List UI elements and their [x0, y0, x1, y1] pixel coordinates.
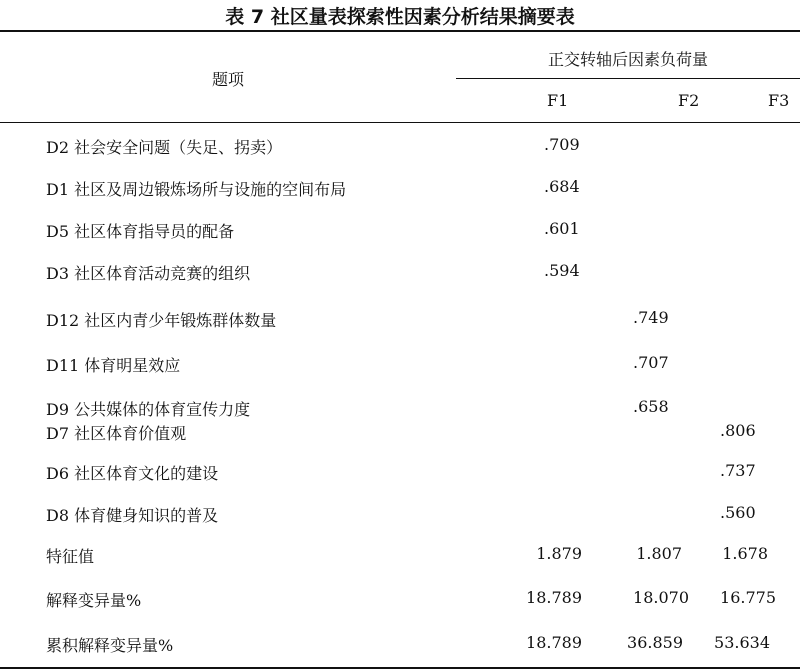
header-f2: F2 [678, 91, 700, 110]
cell-f1: .684 [544, 177, 580, 196]
cell-f3: 53.634 [714, 633, 770, 652]
cell-f2: .658 [633, 397, 669, 416]
header-factor-group: 正交转轴后因素负荷量 [547, 50, 708, 69]
cell-f1: 18.789 [526, 588, 582, 607]
row-label: D3 社区体育活动竞赛的组织 [46, 264, 251, 283]
row-label: 累积解释变异量% [46, 636, 174, 655]
cell-f3: .560 [720, 503, 756, 522]
header-item: 题项 [211, 70, 244, 89]
row-label: D9 公共媒体的体育宣传力度 [46, 400, 251, 419]
row-label: D2 社会安全问题（失足、拐卖） [46, 138, 283, 157]
cell-f1: .709 [544, 135, 580, 154]
row-label: D12 社区内青少年锻炼群体数量 [46, 311, 277, 330]
row-label: D8 体育健身知识的普及 [46, 506, 219, 525]
table-title: 表 7 社区量表探索性因素分析结果摘要表 [225, 6, 575, 28]
row-label: D5 社区体育指导员的配备 [46, 222, 235, 241]
row-label: 特征值 [46, 547, 95, 566]
cell-f2: 1.807 [636, 544, 682, 563]
cell-f3: 1.678 [722, 544, 768, 563]
cell-f1: .594 [544, 261, 580, 280]
header-f3: F3 [768, 91, 790, 110]
header-f1: F1 [547, 91, 569, 110]
row-label: D11 体育明星效应 [46, 356, 181, 375]
row-label: D7 社区体育价值观 [46, 424, 187, 443]
cell-f3: .737 [720, 461, 756, 480]
cell-f1: .601 [544, 219, 580, 238]
row-label: 解释变异量% [46, 591, 142, 610]
top-rule [0, 30, 800, 32]
cell-f2: 18.070 [633, 588, 689, 607]
cell-f1: 1.879 [536, 544, 582, 563]
cell-f2: .749 [633, 308, 669, 327]
cell-f1: 18.789 [526, 633, 582, 652]
cell-f3: 16.775 [720, 588, 776, 607]
row-label: D6 社区体育文化的建设 [46, 464, 219, 483]
cell-f3: .806 [720, 421, 756, 440]
header-rule [0, 122, 800, 123]
cell-f2: .707 [633, 353, 669, 372]
cell-f2: 36.859 [627, 633, 683, 652]
group-rule [456, 78, 800, 79]
row-label: D1 社区及周边锻炼场所与设施的空间布局 [46, 180, 347, 199]
bottom-rule [0, 667, 800, 669]
